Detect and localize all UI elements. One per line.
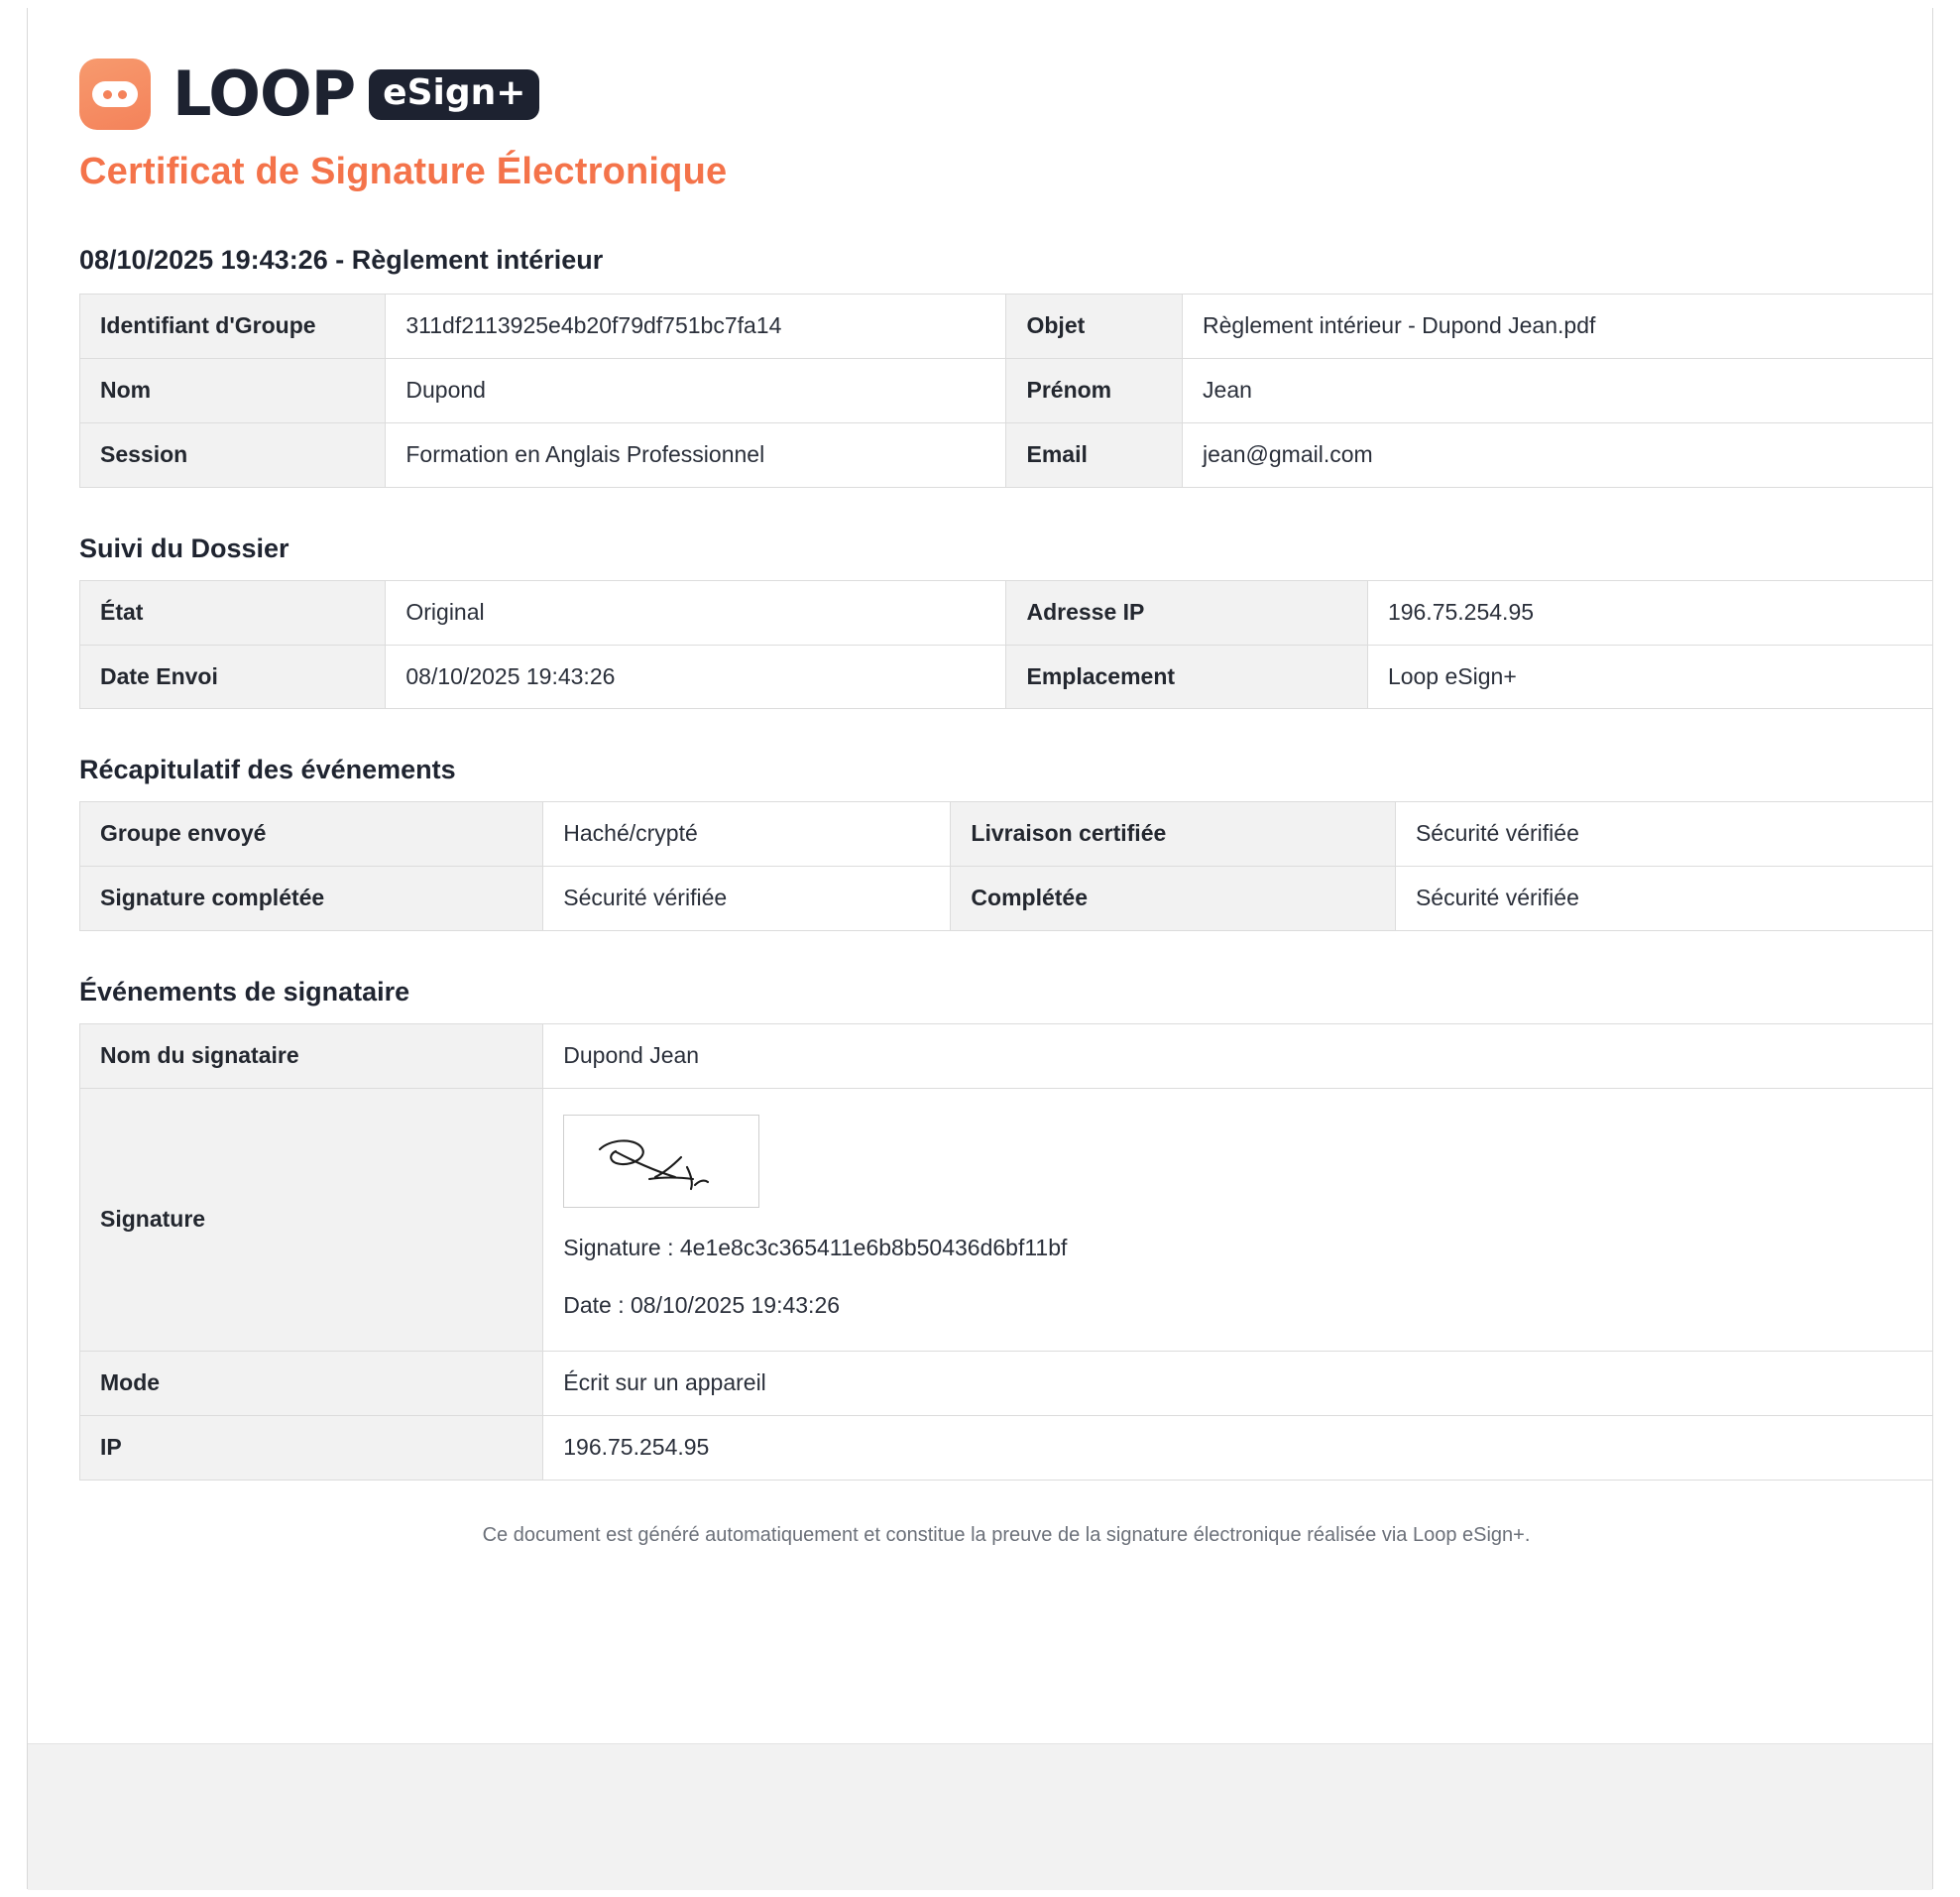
- section-heading-signataire: Événements de signataire: [79, 977, 410, 1008]
- section-heading-evenements: Récapitulatif des événements: [79, 755, 456, 785]
- events-value-signature-completee: Sécurité vérifiée: [543, 867, 951, 931]
- brand-logo: [79, 56, 1933, 133]
- events-label-signature-completee: Signature complétée: [80, 867, 543, 931]
- suivi-label-emplacement: Emplacement: [1006, 645, 1367, 709]
- events-label-livraison-certifiee: Livraison certifiée: [951, 802, 1396, 867]
- identity-label-nom: Nom: [80, 358, 386, 422]
- table-row: [80, 1351, 1933, 1415]
- loop-logo-dot-left: [103, 90, 112, 99]
- events-label-groupe-envoye: Groupe envoyé: [80, 802, 543, 867]
- events-value-livraison-certifiee: Sécurité vérifiée: [1395, 802, 1932, 867]
- identity-value-group-id: 311df2113925e4b20f79df751bc7fa14: [386, 295, 1006, 359]
- handwritten-signature-image: [563, 1115, 759, 1208]
- signer-events-table: [79, 1023, 1933, 1480]
- identity-value-session: Formation en Anglais Professionnel: [386, 422, 1006, 487]
- signer-label-signature: Signature: [80, 1089, 543, 1352]
- signer-label-mode: Mode: [80, 1351, 543, 1415]
- identity-label-prenom: Prénom: [1006, 358, 1183, 422]
- events-label-completee: Complétée: [951, 867, 1396, 931]
- signer-label-name: Nom du signataire: [80, 1024, 543, 1089]
- suivi-label-adresse-ip: Adresse IP: [1006, 580, 1367, 645]
- table-row: [80, 802, 1933, 867]
- suivi-table: [79, 580, 1933, 710]
- suivi-value-date-envoi: 08/10/2025 19:43:26: [386, 645, 1006, 709]
- certificate-page: [27, 8, 1933, 1889]
- table-row: [80, 580, 1933, 645]
- identity-value-email: jean@gmail.com: [1183, 422, 1933, 487]
- events-value-groupe-envoye: Haché/crypté: [543, 802, 951, 867]
- signature-hash: Signature : 4e1e8c3c365411e6b8b50436d6bf11bf: [563, 1235, 1068, 1261]
- loop-logo-inner-shape: [92, 81, 138, 107]
- brand-wordmark: LOOP: [173, 58, 356, 130]
- suivi-value-emplacement: Loop eSign+: [1367, 645, 1932, 709]
- identity-label-objet: Objet: [1006, 295, 1183, 359]
- identity-label-email: Email: [1006, 422, 1183, 487]
- table-row: [80, 645, 1933, 709]
- page-title: Certificat de Signature Électronique: [79, 151, 728, 192]
- identity-value-nom: Dupond: [386, 358, 1006, 422]
- footer-note: Ce document est généré automatiquement et constitue la preuve de la signature électronique réalisée via Loop eSign+.: [482, 1523, 1531, 1546]
- page-top-strip: [0, 0, 1960, 8]
- suivi-value-adresse-ip: 196.75.254.95: [1367, 580, 1932, 645]
- events-value-completee: Sécurité vérifiée: [1395, 867, 1932, 931]
- loop-logo-icon: [79, 59, 151, 130]
- identity-value-prenom: Jean: [1183, 358, 1933, 422]
- section-heading-suivi: Suivi du Dossier: [79, 533, 289, 563]
- brand-badge: eSign+: [369, 69, 539, 120]
- signer-label-ip: IP: [80, 1415, 543, 1480]
- table-row: [80, 295, 1933, 359]
- suivi-value-etat: Original: [386, 580, 1006, 645]
- table-row: [80, 422, 1933, 487]
- table-row: [80, 358, 1933, 422]
- identity-value-objet: Règlement intérieur - Dupond Jean.pdf: [1183, 295, 1933, 359]
- signer-value-name: Dupond Jean: [543, 1024, 1933, 1089]
- suivi-label-etat: État: [80, 580, 386, 645]
- certificate-content: [79, 56, 1933, 1547]
- table-row: [80, 1415, 1933, 1480]
- signature-date: Date : 08/10/2025 19:43:26: [563, 1292, 841, 1319]
- events-summary-table: [79, 801, 1933, 931]
- identity-label-session: Session: [80, 422, 386, 487]
- page-bottom-band: [28, 1743, 1932, 1890]
- document-subtitle: 08/10/2025 19:43:26 - Règlement intérieur: [79, 245, 604, 275]
- signer-value-ip: 196.75.254.95: [543, 1415, 1933, 1480]
- signer-signature-cell: [543, 1089, 1933, 1352]
- table-row: [80, 867, 1933, 931]
- table-row: [80, 1024, 1933, 1089]
- loop-logo-dot-right: [118, 90, 127, 99]
- table-row: [80, 1089, 1933, 1352]
- suivi-label-date-envoi: Date Envoi: [80, 645, 386, 709]
- identity-table: [79, 294, 1933, 488]
- identity-label-group-id: Identifiant d'Groupe: [80, 295, 386, 359]
- signer-value-mode: Écrit sur un appareil: [543, 1351, 1933, 1415]
